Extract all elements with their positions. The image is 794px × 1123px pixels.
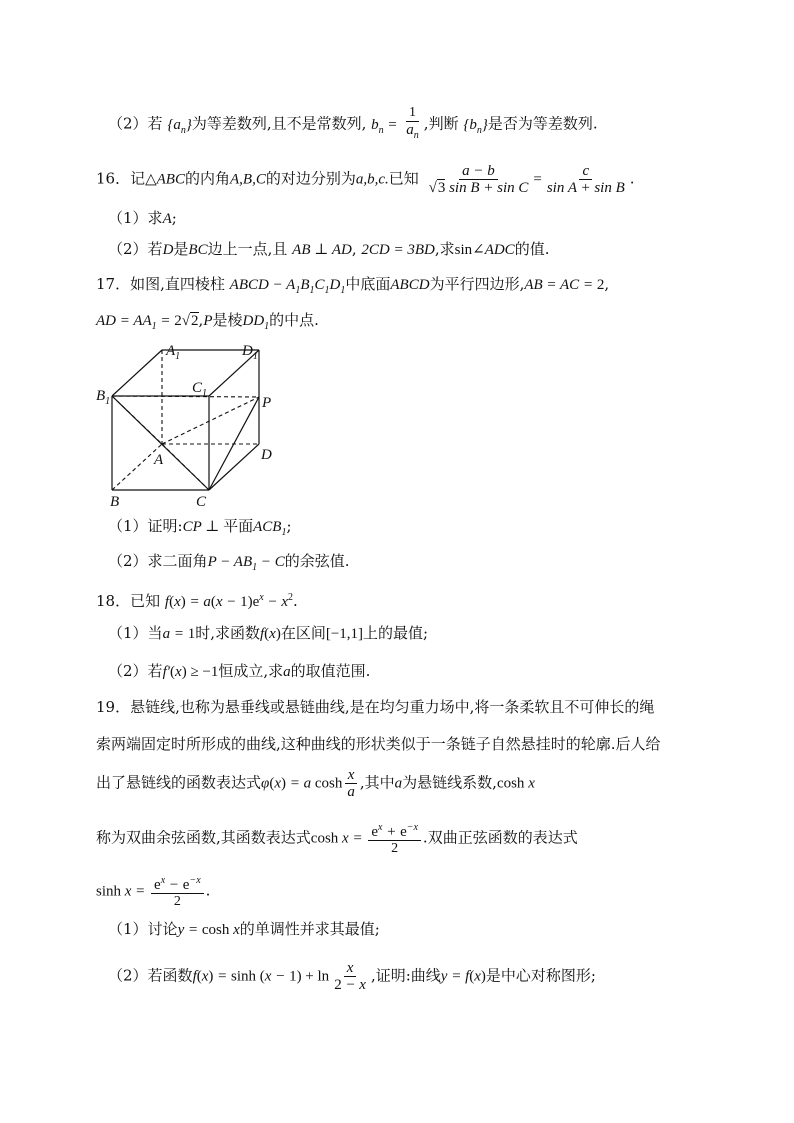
hidden-seg-ap — [162, 397, 259, 444]
q18-part2: （2）若f′(x) ≥ −1恒成立,求a的取值范围. — [108, 662, 371, 680]
hidden-seg-b1p — [112, 396, 259, 397]
label-c: C — [196, 494, 207, 510]
q18-part1: （1）当a = 1时,求函数f(x)在区间[−1,1]上的最值; — [108, 624, 429, 642]
q17-stem-line2: AD = $AA_1 = 2√2,P$是棱$DD_1$的中点. — [96, 311, 319, 332]
q16-stem: 16．记△ABC的内角A,B,C的对边分别为a,b,c.已知 $\frac{a - b}{\text{√3 sin B + sin C}}$ = $\frac{c}{\text{sin A + sin B}}$ . — [96, 163, 635, 196]
q16-part1: （1）求A; — [108, 209, 177, 227]
q19-line2: 索两端固定时所形成的曲线,这种曲线的形状类似于一条链子自然悬挂时的轮廓.后人给 — [96, 735, 661, 753]
q17-stem-line1: 17．如图,直四棱柱 ABCD − $A_1B_1C_1D_1$中底面ABCD为平行四边形,AB = AC = 2, — [96, 275, 610, 296]
prism-figure — [96, 340, 296, 510]
q16-part2: （2）若D是BC边上一点,且 AB ⊥ AD, 2CD = 3BD,求sin∠ADC的值. — [108, 240, 550, 258]
q17-part2: （2）求二面角$P - AB_1 - C$的余弦值. — [108, 552, 350, 573]
edge-cd — [209, 444, 259, 490]
q19-sinh-def: sinh x = $\frac{e^x - e^{-x}}{2}$ . — [96, 875, 211, 909]
label-b: B — [110, 494, 120, 510]
q19-line3: 出了悬链线的函数表达式φ(x) = a cosh $\frac{x}{a}$ ,其中a为悬链线系数,cosh x — [96, 767, 535, 800]
q19-part1: （1）讨论y = cosh x的单调性并求其最值; — [108, 920, 380, 938]
q15-part2: （2）若 $\{a_n\}$为等差数列,且不是常数列, $b_n$ = $\frac{1}{a_n}$ ,判断 $\{b_n\}$是否为等差数列. — [108, 105, 598, 141]
label-a1: $A_1$ — [166, 343, 181, 362]
q19-part2: （2）若函数f(x) = sinh (x − 1) + ln $\frac{x}{2 - x}$ ,证明:曲线y = f(x)是中心对称图形; — [108, 960, 596, 993]
label-p: P — [262, 395, 272, 411]
q18-stem: 18．已知 $f(x) = a(x - 1)e^x - x^2$. — [96, 592, 298, 610]
q17-part1: （1）证明:CP ⊥ 平面$ACB_1$; — [108, 517, 292, 538]
q19-line4: 称为双曲余弦函数,其函数表达式cosh x = $\frac{e^x + e^{-x}}{2}$ .双曲正弦函数的表达式 — [96, 822, 578, 856]
label-b1: $B_1$ — [96, 388, 111, 407]
label-d1: $D_1$ — [242, 343, 258, 362]
label-c1: $C_1$ — [192, 380, 208, 399]
edge-b1a1 — [112, 350, 162, 396]
label-a: A — [154, 452, 164, 468]
q19-line1: 19．悬链线,也称为悬垂线或悬链曲线,是在均匀重力场中,将一条柔软且不可伸长的绳 — [96, 698, 655, 716]
label-d: D — [261, 447, 272, 463]
